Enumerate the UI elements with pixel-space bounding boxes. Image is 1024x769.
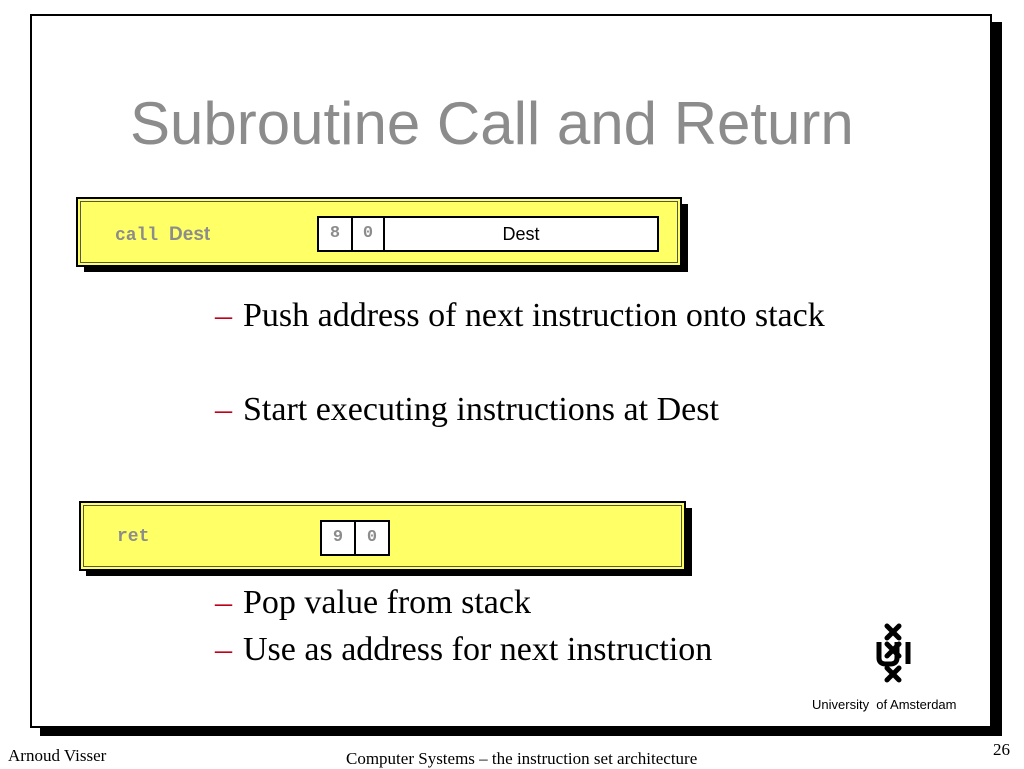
university-of-amsterdam-logo-icon [866, 620, 920, 686]
footer-page-number: 26 [993, 740, 1010, 759]
bullet-dash: – [215, 631, 232, 668]
call-bullet-1: – Push address of next instruction onto stack [243, 293, 863, 339]
ret-opcode-lo: 0 [354, 520, 390, 556]
ret-bullet-2: – Use as address for next instruction [243, 627, 863, 673]
footer-course: Computer Systems – the instruction set architecture [346, 749, 698, 768]
call-bullet-2: – Start executing instructions at Dest [243, 387, 863, 433]
call-opcode-lo: 0 [351, 216, 385, 252]
footer-author: Arnoud Visser [8, 746, 107, 765]
bullet-dash: – [215, 584, 232, 621]
ret-opcode-hi: 9 [320, 520, 356, 556]
call-mnemonic: call Dest [115, 224, 211, 246]
slide-title: Subroutine Call and Return [130, 90, 854, 157]
ret-mnemonic: ret [117, 527, 150, 547]
call-operand: Dest [169, 224, 211, 245]
call-opcode-hi: 8 [317, 216, 353, 252]
bullet-dash: – [215, 297, 232, 334]
bullet-dash: – [215, 391, 232, 428]
ret-instruction-box [79, 501, 686, 571]
call-dest-field: Dest [383, 216, 659, 252]
ret-bullet-1: – Pop value from stack [243, 580, 863, 626]
call-instruction-box [76, 197, 682, 267]
logo-caption: University of Amsterdam [812, 697, 957, 712]
